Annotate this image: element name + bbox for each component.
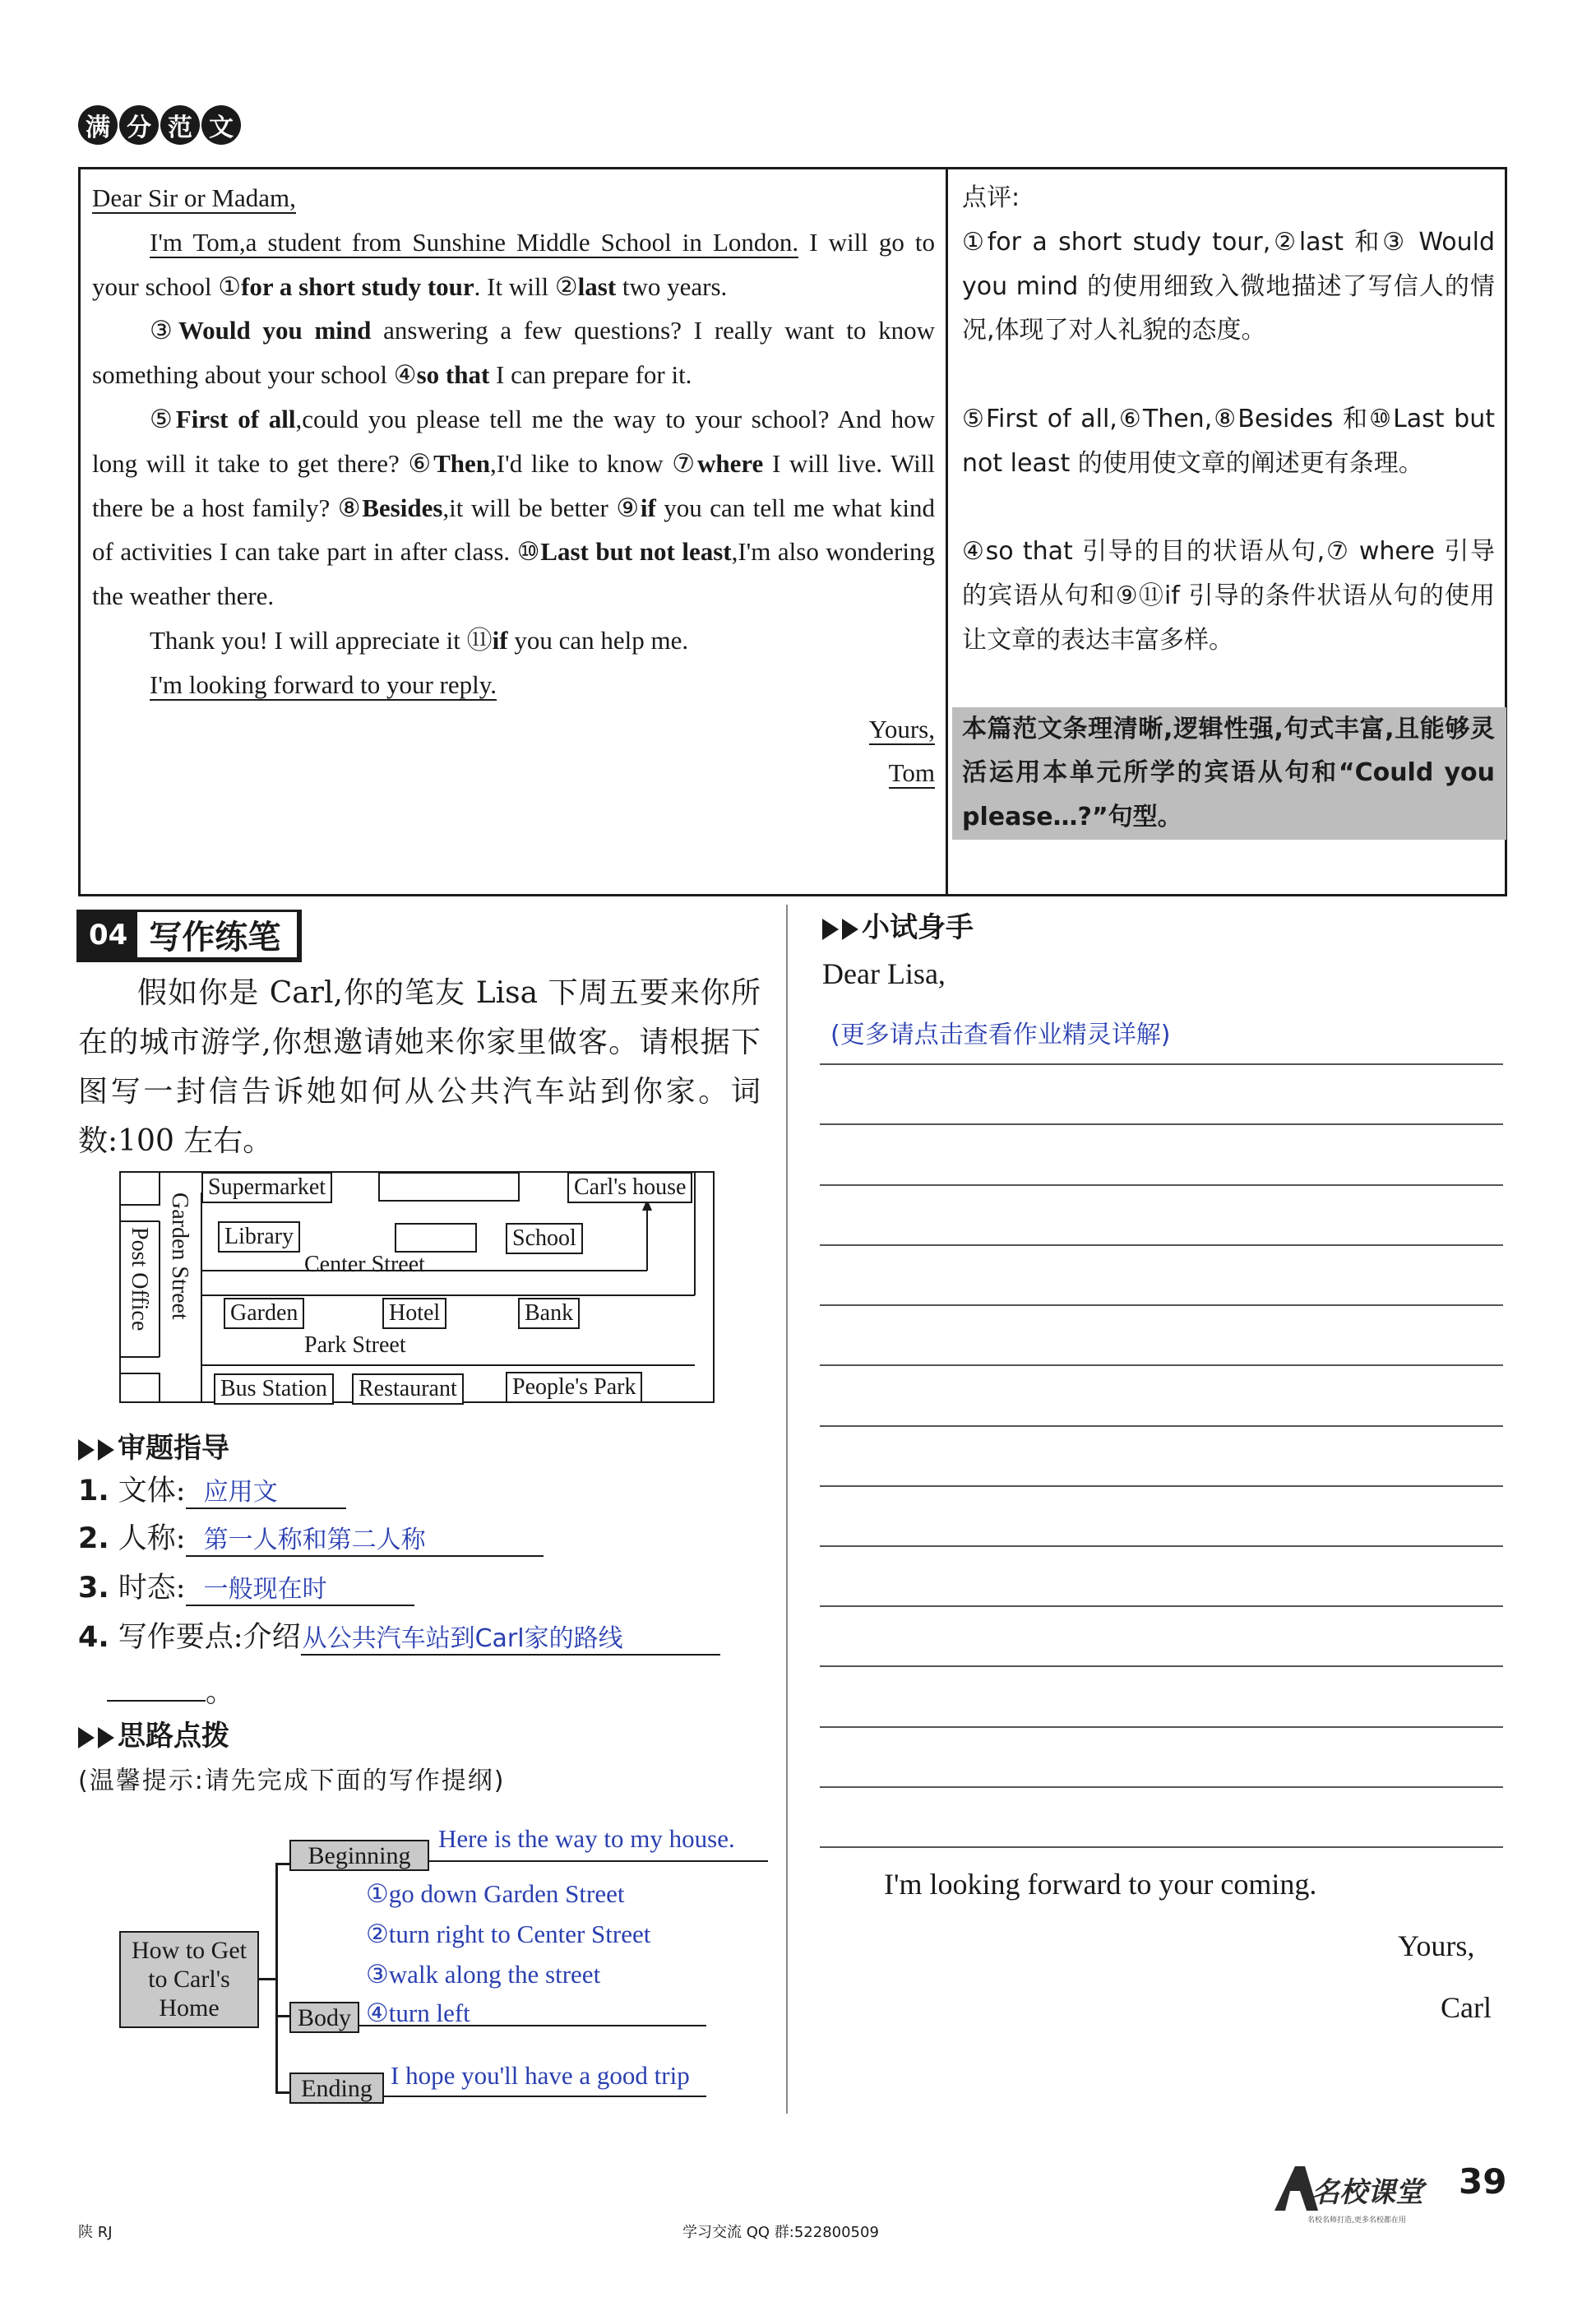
review-note-3: ④so that 引导的目的状语从句,⑦ where 引导的宾语从句和⑨⑪if 引导的条件状语从句的使用让文章的表达丰富多样。: [962, 537, 1495, 655]
body-step-2: ②turn right to Center Street: [366, 1920, 651, 1948]
mind-beginning-node: Beginning: [289, 1840, 429, 1871]
footer-edition: 陕 RJ: [78, 2224, 113, 2241]
more-details-link[interactable]: (更多请点击查看作业精灵详解): [830, 1021, 1171, 1049]
essay-sign-off: Yours,: [868, 714, 935, 743]
writing-line: [820, 1846, 1503, 1848]
map-carls-house: Carl's house: [567, 1172, 692, 1203]
brand-name: 名校课堂: [1311, 2176, 1423, 2209]
writing-line: [820, 1605, 1503, 1607]
badge-char: 满: [78, 105, 118, 145]
badge-char: 文: [201, 105, 241, 145]
answer-line: [384, 2096, 706, 2097]
map-hotel: Hotel: [382, 1298, 446, 1329]
map-post-office: Post Office: [127, 1227, 152, 1331]
map-bus-station: Bus Station: [214, 1373, 334, 1405]
guide-question-3: 3. 时态: 一般现在时: [78, 1565, 414, 1606]
review-note-2: ⑤First of all,⑥Then,⑧Besides 和⑩Last but not least 的使用使文章的阐述更有条理。: [962, 404, 1495, 478]
essay-divider: [946, 167, 948, 896]
answer-field: 第一人称和第二人称: [186, 1519, 544, 1557]
guide-question-2: 2. 人称: 第一人称和第二人称: [78, 1516, 544, 1557]
triangle-icon: [98, 1439, 114, 1461]
map-school: School: [506, 1223, 583, 1254]
answer-field: 一般现在时: [186, 1568, 414, 1606]
essay-paragraph-1: I'm Tom,a student from Sunshine Middle School in London. I will go to your school ①for a short study tour. It will ②last two years.: [92, 227, 935, 301]
triangle-icon: [822, 919, 839, 940]
answer-field: 应用文: [186, 1471, 346, 1509]
map-garden-street: Garden Street: [167, 1193, 192, 1320]
writing-line: [820, 1485, 1503, 1487]
section-badge: [78, 105, 241, 145]
map-blank-1: [378, 1172, 520, 1202]
ending-answer: I hope you'll have a good trip: [391, 2061, 690, 2090]
answer-line: [429, 1860, 768, 1862]
map-library: Library: [218, 1221, 300, 1253]
map-lines: [119, 1168, 715, 1406]
writing-line: [820, 1425, 1503, 1427]
review-note-1: ①for a short study tour,②last 和③ Would you mind 的使用细致入微地描述了写信人的情况,体现了对人礼貌的态度。: [962, 227, 1495, 345]
map-peoples-park: People's Park: [506, 1372, 642, 1403]
essay-signature: Tom: [888, 758, 935, 788]
review-title: 点评:: [962, 183, 1020, 212]
practice-heading: 小试身手: [822, 905, 974, 945]
review-summary: 本篇范文条理清晰,逻辑性强,句式丰富,且能够灵活运用本单元所学的宾语从句和“Could you please…?”句型。: [952, 707, 1506, 840]
mind-center-node: How to Get to Carl's Home: [119, 1931, 259, 2028]
triangle-icon: [98, 1727, 114, 1748]
body-step-1: ①go down Garden Street: [366, 1879, 625, 1908]
practice-closing: I'm looking forward to your coming.: [884, 1868, 1317, 1901]
writing-line: [820, 1244, 1503, 1246]
answer-field: 从公共汽车站到Carl家的路线: [301, 1618, 720, 1656]
writing-prompt: 假如你是 Carl,你的笔友 Lisa 下周五要来你所在的城市游学,你想邀请她来你家里做客。请根据下图写一封信告诉她如何从公共汽车站到你家。词数:100 左右。: [78, 976, 761, 1158]
essay-greeting: Dear Sir or Madam,: [92, 183, 296, 212]
writing-line: [820, 1665, 1503, 1667]
practice-sign-off: Yours,: [1398, 1929, 1475, 1962]
essay-paragraph-2: ③Would you mind answering a few questions? I really want to know something about your school ④so that I can prepare for it.: [92, 316, 935, 390]
practice-greeting: Dear Lisa,: [822, 957, 946, 990]
section-name: 写作练笔: [149, 919, 281, 956]
guide-heading: 审题指导: [78, 1425, 229, 1466]
map-blank-2: [395, 1223, 477, 1253]
badge-char: 范: [160, 105, 200, 145]
thinking-heading: 思路点拨: [78, 1713, 229, 1753]
writing-line: [820, 1123, 1503, 1125]
writing-line: [820, 1304, 1503, 1306]
triangle-icon: [842, 919, 858, 940]
guide-question-4: 4. 写作要点:介绍从公共汽车站到Carl家的路线: [78, 1614, 720, 1656]
mind-connector: [275, 2091, 290, 2094]
map-center-street: Center Street: [304, 1252, 425, 1277]
essay-paragraph-3: ⑤First of all,could you please tell me the way to your school? And how long will it take to get there? ⑥Then,I'd like to know ⑦where I will live. Will there be a host family? ⑧Besides,it will be better ⑨if you can tell me what kind of activities I can take part in after class. ⑩Last but not least,I'm also wondering the weather there.: [92, 404, 936, 611]
mind-connector: [275, 1863, 278, 2093]
essay-paragraph-5: I'm looking forward to your reply.: [150, 669, 497, 699]
writing-line: [820, 1726, 1503, 1728]
map-supermarket: Supermarket: [201, 1172, 332, 1203]
map-bank: Bank: [518, 1298, 580, 1329]
review-panel: [962, 176, 1495, 840]
map-park-street: Park Street: [304, 1332, 406, 1358]
model-essay: [92, 176, 935, 795]
mind-connector: [275, 2015, 290, 2017]
writing-line: [820, 1786, 1503, 1788]
badge-char: 分: [119, 105, 159, 145]
map-garden: Garden: [224, 1298, 304, 1329]
mind-body-node: Body: [289, 2002, 359, 2033]
triangle-icon: [78, 1727, 95, 1748]
mind-ending-node: Ending: [289, 2072, 384, 2104]
writing-line: [820, 1364, 1503, 1366]
brand-tagline: 名校名师打造,更多名校都在用: [1307, 2216, 1406, 2225]
column-divider: [786, 905, 788, 2114]
body-step-4: ④turn left: [366, 1998, 470, 2027]
guide-question-4-end: 。: [107, 1670, 234, 1711]
mind-connector: [259, 1978, 277, 1980]
triangle-icon: [78, 1439, 95, 1461]
practice-signature: Carl: [1441, 1991, 1492, 2024]
body-step-3: ③walk along the street: [366, 1960, 601, 1989]
section-number: 04: [79, 912, 137, 957]
map-restaurant: Restaurant: [352, 1373, 464, 1405]
section-title: [76, 910, 302, 962]
writing-line: [820, 1063, 1503, 1065]
beginning-answer: Here is the way to my house.: [438, 1824, 735, 1853]
brand-logo: [1270, 2165, 1435, 2212]
writing-line: [820, 1184, 1503, 1186]
mind-connector: [275, 1863, 290, 1865]
route-map: [119, 1168, 715, 1406]
guide-question-1: 1. 文体: 应用文: [78, 1468, 346, 1509]
essay-paragraph-4: Thank you! I will appreciate it ⑪if you can help me.: [150, 625, 689, 655]
writing-line: [820, 1545, 1503, 1547]
footer-qq-group: 学习交流 QQ 群:522800509: [682, 2224, 879, 2241]
thinking-tip: (温馨提示:请先完成下面的写作提纲): [78, 1767, 506, 1795]
page-number: 39: [1459, 2161, 1507, 2202]
